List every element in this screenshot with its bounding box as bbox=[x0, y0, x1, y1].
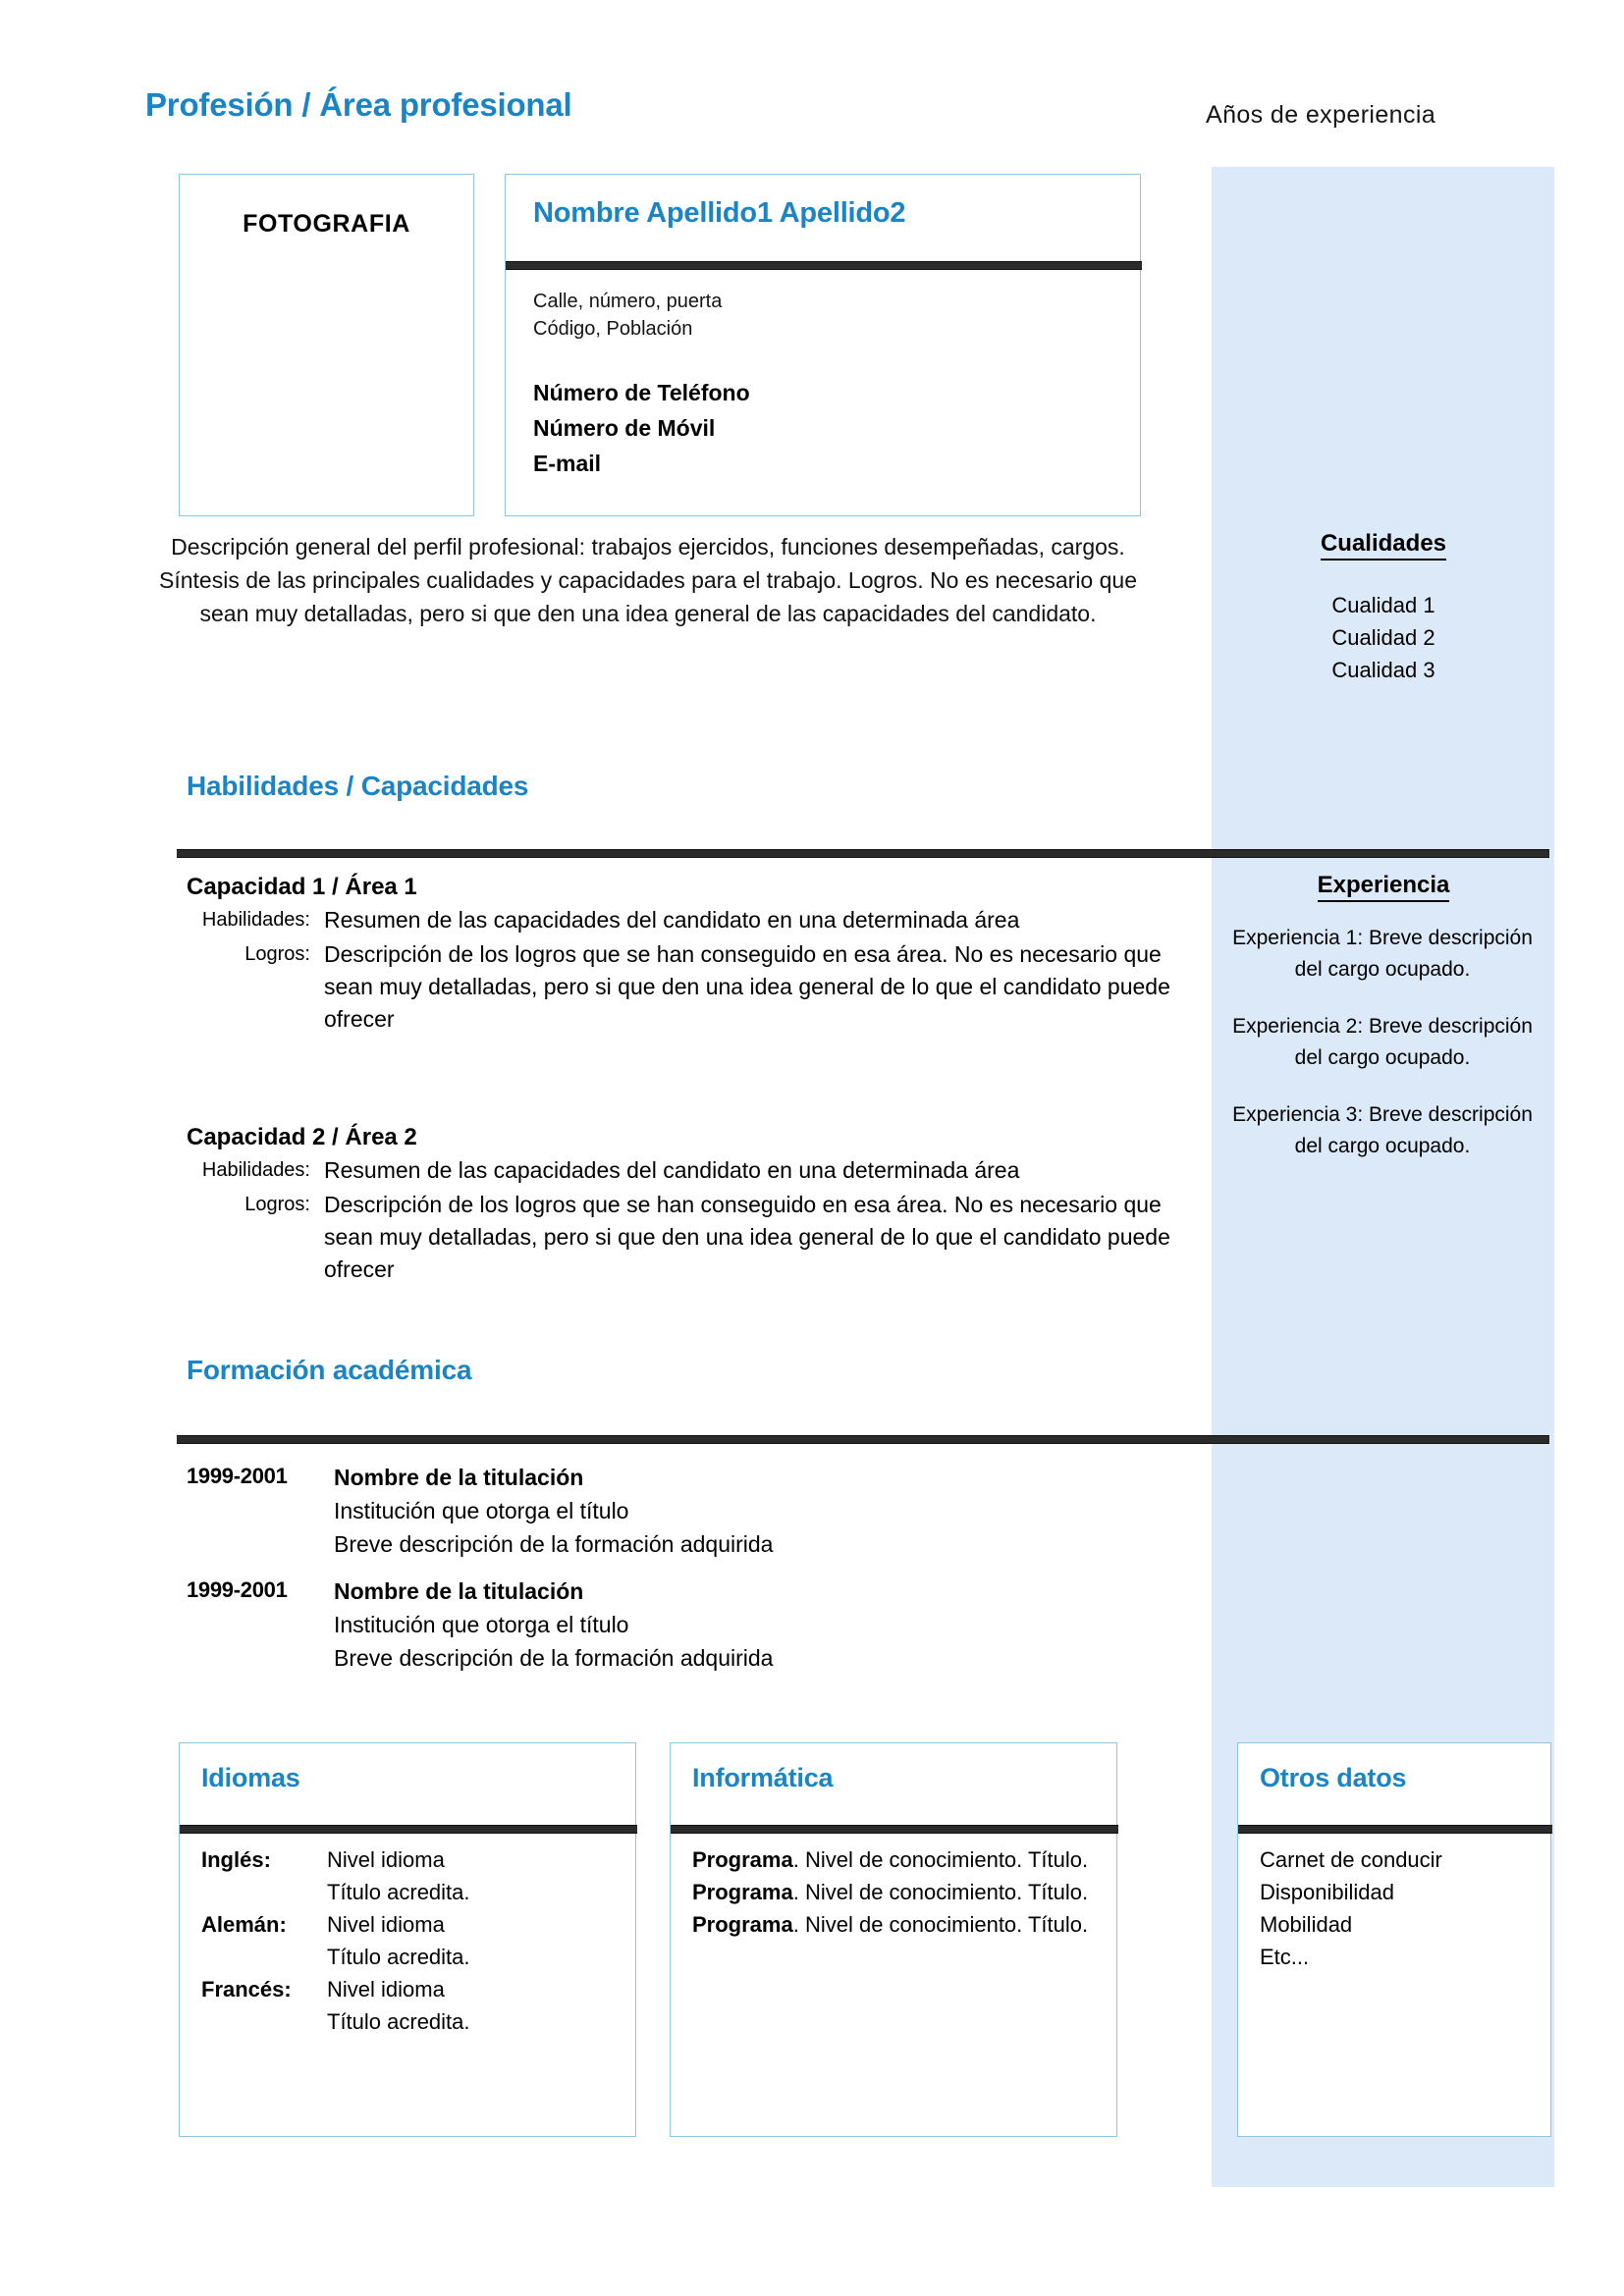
photo-label: FOTOGRAFIA bbox=[243, 210, 410, 238]
program-detail: . Nivel de conocimiento. Título. bbox=[792, 1847, 1089, 1872]
experiencia-list bbox=[1225, 923, 1540, 1188]
photo-placeholder-box bbox=[179, 174, 474, 516]
computing-box bbox=[670, 1742, 1117, 2137]
list-item: Experiencia 1: Breve descripción del cargo ocupado. bbox=[1232, 927, 1533, 981]
experiencia-heading bbox=[1221, 872, 1545, 899]
other-data-list bbox=[1260, 1843, 1541, 1973]
capability-habilidades-row bbox=[187, 1154, 1178, 1187]
education-section-rule bbox=[177, 1435, 1549, 1444]
list-item: Cualidad 3 bbox=[1331, 658, 1435, 682]
language-certificate: Título acredita. bbox=[327, 2009, 470, 2034]
habilidades-label: Habilidades: bbox=[201, 909, 310, 931]
cualidades-list bbox=[1221, 589, 1545, 686]
logros-label: Logros: bbox=[244, 1194, 310, 1215]
education-description: Breve descripción de la formación adquirida bbox=[334, 1531, 774, 1557]
list-item: Disponibilidad bbox=[1260, 1880, 1394, 1904]
list-item bbox=[201, 1908, 625, 1973]
education-institution: Institución que otorga el título bbox=[334, 1498, 629, 1523]
computing-title: Informática bbox=[692, 1763, 834, 1792]
list-item: Mobilidad bbox=[1260, 1912, 1353, 1937]
languages-divider-rule bbox=[180, 1825, 637, 1834]
capability-title: Capacidad 2 / Área 2 bbox=[187, 1124, 417, 1150]
habilidades-label: Habilidades: bbox=[201, 1159, 310, 1181]
list-item bbox=[201, 1843, 625, 1908]
list-item bbox=[692, 1876, 1107, 1908]
education-section-heading: Formación académica bbox=[187, 1355, 472, 1385]
candidate-name: Nombre Apellido1 Apellido2 bbox=[533, 197, 906, 229]
computing-list bbox=[692, 1843, 1107, 1941]
logros-text: Descripción de los logros que se han conseguido en esa área. No es necesario que sean muy detalladas, pero si que den una idea general de lo que el candidato puede ofrecer bbox=[324, 941, 1170, 1032]
other-data-title: Otros datos bbox=[1260, 1763, 1407, 1792]
capability-block bbox=[187, 874, 1178, 1038]
skills-section-rule bbox=[177, 849, 1549, 858]
languages-list bbox=[201, 1843, 625, 2038]
program-detail: . Nivel de conocimiento. Título. bbox=[792, 1880, 1089, 1904]
contact-methods-block bbox=[533, 375, 750, 481]
education-entry bbox=[187, 1575, 1178, 1675]
list-item: Cualidad 1 bbox=[1331, 593, 1435, 617]
contact-box bbox=[505, 174, 1141, 516]
experiencia-heading-text: Experiencia bbox=[1318, 872, 1450, 902]
education-years: 1999-2001 bbox=[187, 1577, 288, 1602]
computing-divider-rule bbox=[671, 1825, 1118, 1834]
years-of-experience-label: Años de experiencia bbox=[1206, 101, 1436, 129]
education-title: Nombre de la titulación bbox=[334, 1578, 584, 1604]
other-data-box bbox=[1237, 1742, 1551, 2137]
languages-title: Idiomas bbox=[201, 1763, 300, 1792]
capability-logros-row bbox=[187, 1189, 1178, 1286]
other-data-divider-rule bbox=[1238, 1825, 1552, 1834]
page-title: Profesión / Área profesional bbox=[145, 86, 572, 123]
list-item: Experiencia 3: Breve descripción del cargo ocupado. bbox=[1232, 1103, 1533, 1157]
habilidades-text: Resumen de las capacidades del candidato en una determinada área bbox=[324, 907, 1020, 933]
list-item: Experiencia 2: Breve descripción del cargo ocupado. bbox=[1232, 1015, 1533, 1069]
education-entry bbox=[187, 1461, 1178, 1561]
education-years: 1999-2001 bbox=[187, 1464, 288, 1488]
profile-description: Descripción general del perfil profesional: trabajos ejercidos, funciones desempeñadas, cargos. Síntesis de las principales cualidades y capacidades para el trabajo. Logros. No es necesario que sean muy detalladas, pero si que den una idea general de las capacidades del candidato. bbox=[159, 534, 1137, 626]
contact-divider-rule bbox=[506, 261, 1142, 270]
capability-block bbox=[187, 1124, 1178, 1288]
language-level: Nivel idioma bbox=[327, 1847, 445, 1872]
list-item bbox=[692, 1843, 1107, 1876]
language-certificate: Título acredita. bbox=[327, 1945, 470, 1969]
capability-logros-row bbox=[187, 938, 1178, 1036]
habilidades-text: Resumen de las capacidades del candidato en una determinada área bbox=[324, 1157, 1020, 1183]
email-label: E-mail bbox=[533, 451, 602, 476]
language-name: Alemán: bbox=[201, 1912, 287, 1937]
logros-label: Logros: bbox=[244, 943, 310, 965]
cualidades-heading bbox=[1221, 530, 1545, 558]
capability-habilidades-row bbox=[187, 904, 1178, 936]
skills-section-heading: Habilidades / Capacidades bbox=[187, 771, 529, 801]
education-description: Breve descripción de la formación adquirida bbox=[334, 1645, 774, 1671]
language-level: Nivel idioma bbox=[327, 1977, 445, 2002]
cualidades-heading-text: Cualidades bbox=[1321, 530, 1446, 561]
list-item: Cualidad 2 bbox=[1331, 625, 1435, 650]
program-name: Programa bbox=[692, 1847, 793, 1872]
program-detail: . Nivel de conocimiento. Título. bbox=[792, 1912, 1089, 1937]
address-block bbox=[533, 288, 722, 343]
language-name: Francés: bbox=[201, 1977, 292, 2002]
list-item: Carnet de conducir bbox=[1260, 1847, 1442, 1872]
phone-number-label: Número de Teléfono bbox=[533, 380, 750, 405]
language-level: Nivel idioma bbox=[327, 1912, 445, 1937]
education-institution: Institución que otorga el título bbox=[334, 1612, 629, 1637]
list-item bbox=[201, 1973, 625, 2038]
mobile-number-label: Número de Móvil bbox=[533, 415, 716, 441]
capability-title: Capacidad 1 / Área 1 bbox=[187, 874, 417, 900]
language-name: Inglés: bbox=[201, 1847, 271, 1872]
logros-text: Descripción de los logros que se han conseguido en esa área. No es necesario que sean muy detalladas, pero si que den una idea general de lo que el candidato puede ofrecer bbox=[324, 1192, 1170, 1282]
address-line-1: Calle, número, puerta bbox=[533, 291, 723, 312]
address-line-2: Código, Población bbox=[533, 318, 693, 340]
program-name: Programa bbox=[692, 1880, 793, 1904]
list-item: Etc... bbox=[1260, 1945, 1310, 1969]
list-item bbox=[692, 1908, 1107, 1941]
language-certificate: Título acredita. bbox=[327, 1880, 470, 1904]
program-name: Programa bbox=[692, 1912, 793, 1937]
languages-box bbox=[179, 1742, 636, 2137]
education-title: Nombre de la titulación bbox=[334, 1465, 584, 1490]
